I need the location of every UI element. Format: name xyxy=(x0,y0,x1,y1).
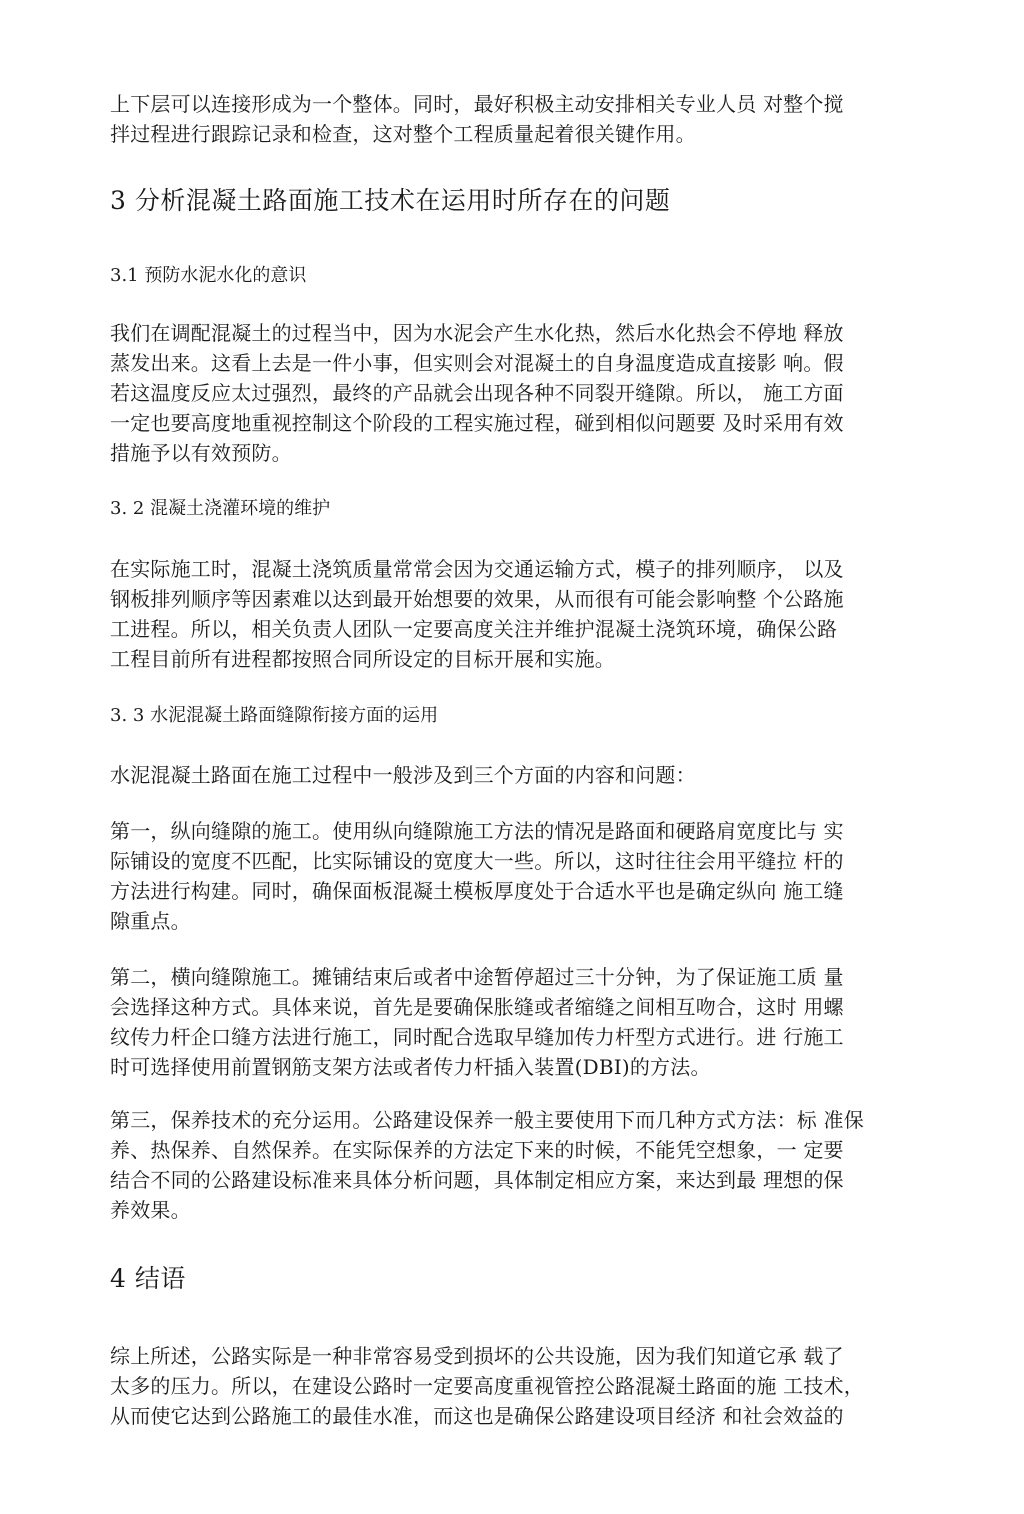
text-line: 隙重点。 xyxy=(110,909,191,933)
text-line: 工进程。所以，相关负责人团队一定要高度关注并维护混凝土浇筑环境，确保公路 xyxy=(110,617,838,641)
text-line: 综上所述，公路实际是一种非常容易受到损坏的公共设施，因为我们知道它承 载了 xyxy=(110,1344,844,1368)
text-line: 太多的压力。所以，在建设公路时一定要高度重视管控公路混凝土路面的施 工技术， xyxy=(110,1374,864,1398)
text-line: 第三，保养技术的充分运用。公路建设保养一般主要使用下而几种方式方法：标 准保 xyxy=(110,1108,864,1132)
text-line: 际铺设的宽度不匹配，比实际铺设的宽度大一些。所以，这时往往会用平缝拉 杆的 xyxy=(110,849,844,873)
text-line: 水泥混凝土路面在施工过程中一般涉及到三个方面的内容和问题： xyxy=(110,763,696,787)
section-heading: 3 分析混凝土路面施工技术在运用时所存在的问题 xyxy=(110,186,671,215)
text-line: 钢板排列顺序等因素难以达到最开始想要的效果，从而很有可能会影响整 个公路施 xyxy=(110,587,844,611)
text-line: 若这温度反应太过强烈，最终的产品就会出现各种不同裂开缝隙。所以， 施工方面 xyxy=(110,381,844,405)
subsection-heading: 3. 3 水泥混凝土路面缝隙衔接方面的运用 xyxy=(110,705,439,726)
text-line: 结合不同的公路建设标准来具体分析问题，具体制定相应方案，来达到最 理想的保 xyxy=(110,1168,844,1192)
text-line: 会选择这种方式。具体来说，首先是要确保胀缝或者缩缝之间相互吻合，这时 用螺 xyxy=(110,995,844,1019)
text-line: 工程目前所有进程都按照合同所设定的目标开展和实施。 xyxy=(110,647,615,671)
text-line: 方法进行构建。同时，确保面板混凝土模板厚度处于合适水平也是确定纵向 施工缝 xyxy=(110,879,844,903)
text-line: 时可选择使用前置钢筋支架方法或者传力杆插入装置(DBI)的方法。 xyxy=(110,1055,711,1079)
text-line: 上下层可以连接形成为一个整体。同时，最好积极主动安排相关专业人员 对整个搅 xyxy=(110,92,844,116)
text-line: 第二，横向缝隙施工。摊铺结束后或者中途暂停超过三十分钟，为了保证施工质 量 xyxy=(110,965,844,989)
text-line: 第一，纵向缝隙的施工。使用纵向缝隙施工方法的情况是路面和硬路肩宽度比与 实 xyxy=(110,819,844,843)
text-line: 从而使它达到公路施工的最佳水准，而这也是确保公路建设项目经济 和社会效益的 xyxy=(110,1404,844,1428)
text-line: 养效果。 xyxy=(110,1198,191,1222)
text-line: 拌过程进行跟踪记录和检查，这对整个工程质量起着很关键作用。 xyxy=(110,122,696,146)
text-line: 纹传力杆企口缝方法进行施工，同时配合选取早缝加传力杆型方式进行。进 行施工 xyxy=(110,1025,844,1049)
subsection-heading: 3. 2 混凝土浇灌环境的维护 xyxy=(110,498,331,519)
subsection-heading: 3.1 预防水泥水化的意识 xyxy=(110,265,307,286)
text-line: 蒸发出来。这看上去是一件小事，但实则会对混凝土的自身温度造成直接影 响。假 xyxy=(110,351,844,375)
text-line: 养、热保养、自然保养。在实际保养的方法定下来的时候，不能凭空想象，一 定要 xyxy=(110,1138,844,1162)
text-line: 措施予以有效预防。 xyxy=(110,441,292,465)
text-line: 在实际施工时，混凝土浇筑质量常常会因为交通运输方式，模子的排列顺序， 以及 xyxy=(110,557,844,581)
text-line: 我们在调配混凝土的过程当中，因为水泥会产生水化热，然后水化热会不停地 释放 xyxy=(110,321,844,345)
text-line: 一定也要高度地重视控制这个阶段的工程实施过程，碰到相似问题要 及时采用有效 xyxy=(110,411,844,435)
section-heading: 4 结语 xyxy=(110,1264,186,1293)
